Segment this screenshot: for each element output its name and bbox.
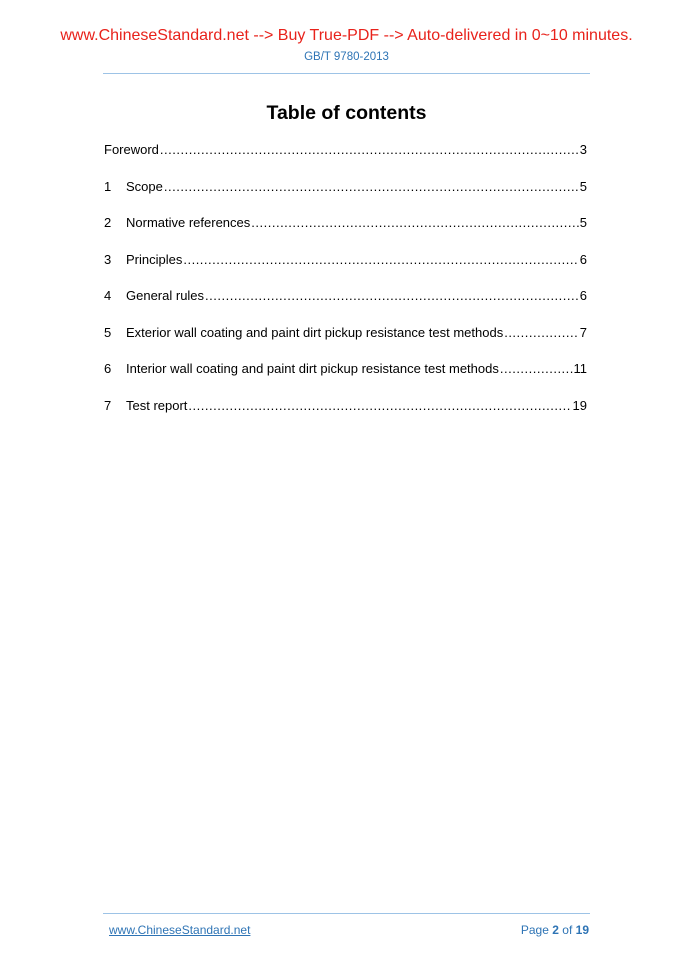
- page-prefix: Page: [520, 923, 549, 937]
- toc-entry-label: Scope: [126, 178, 163, 194]
- table-of-contents: [104, 140, 587, 432]
- toc-entry-label: Principles: [126, 251, 183, 267]
- toc-entry-exterior-wall-methods[interactable]: [104, 323, 587, 360]
- toc-entry-number: 4: [104, 288, 112, 303]
- page-of: of: [562, 923, 573, 937]
- toc-entry-number: 6: [104, 361, 112, 376]
- toc-entry-number: 3: [104, 251, 112, 267]
- toc-entry-label: Normative references: [126, 215, 251, 230]
- toc-entry-test-report[interactable]: [104, 396, 587, 433]
- toc-dot-leader: [188, 396, 571, 416]
- toc-entry-page: 5: [579, 178, 587, 194]
- toc-entry-label: Test report: [126, 397, 188, 413]
- document-code: GB/T 9780-2013: [304, 51, 389, 63]
- toc-entry-number: 2: [104, 215, 112, 230]
- footer-divider: [103, 913, 590, 914]
- toc-entry-page: 6: [579, 251, 587, 267]
- toc-entry-page: 3: [579, 142, 587, 157]
- toc-dot-leader: [160, 140, 579, 160]
- toc-entry-interior-wall-methods[interactable]: [104, 359, 587, 396]
- toc-entry-label: General rules: [126, 288, 205, 303]
- toc-entry-page: 6: [579, 288, 587, 303]
- toc-entry-scope[interactable]: [104, 177, 587, 214]
- toc-dot-leader: [164, 177, 579, 197]
- toc-entry-principles[interactable]: [104, 250, 587, 287]
- toc-entry-label: Exterior wall coating and paint dirt pickup resistance test methods: [126, 324, 504, 340]
- page-current: 2: [552, 923, 559, 937]
- toc-entry-label: Foreword: [104, 142, 159, 157]
- toc-dot-leader: [500, 359, 573, 379]
- toc-dot-leader: [183, 250, 578, 270]
- page-number: [521, 923, 589, 937]
- toc-entry-label: Interior wall coating and paint dirt pickup resistance test methods: [126, 361, 499, 376]
- toc-entry-page: 11: [573, 361, 587, 376]
- toc-entry-number: 7: [104, 397, 112, 413]
- toc-entry-page: 19: [572, 397, 587, 413]
- toc-dot-leader: [205, 286, 579, 306]
- toc-entry-general-rules[interactable]: [104, 286, 587, 323]
- toc-entry-normative-references[interactable]: [104, 213, 587, 250]
- toc-entry-number: 5: [104, 324, 112, 340]
- page-total: 19: [575, 923, 589, 937]
- toc-entry-foreword[interactable]: [104, 140, 587, 177]
- toc-title: Table of contents: [266, 102, 427, 124]
- toc-entry-page: 5: [579, 215, 587, 230]
- header-banner[interactable]: www.ChineseStandard.net --> Buy True-PDF --> Auto-delivered in 0~10 minutes.: [60, 27, 633, 44]
- toc-entry-page: 7: [579, 324, 587, 340]
- toc-dot-leader: [251, 213, 578, 233]
- toc-entry-number: 1: [104, 178, 112, 194]
- toc-dot-leader: [504, 323, 579, 343]
- footer-website-link[interactable]: www.ChineseStandard.net: [109, 923, 251, 937]
- header-divider: [103, 73, 590, 74]
